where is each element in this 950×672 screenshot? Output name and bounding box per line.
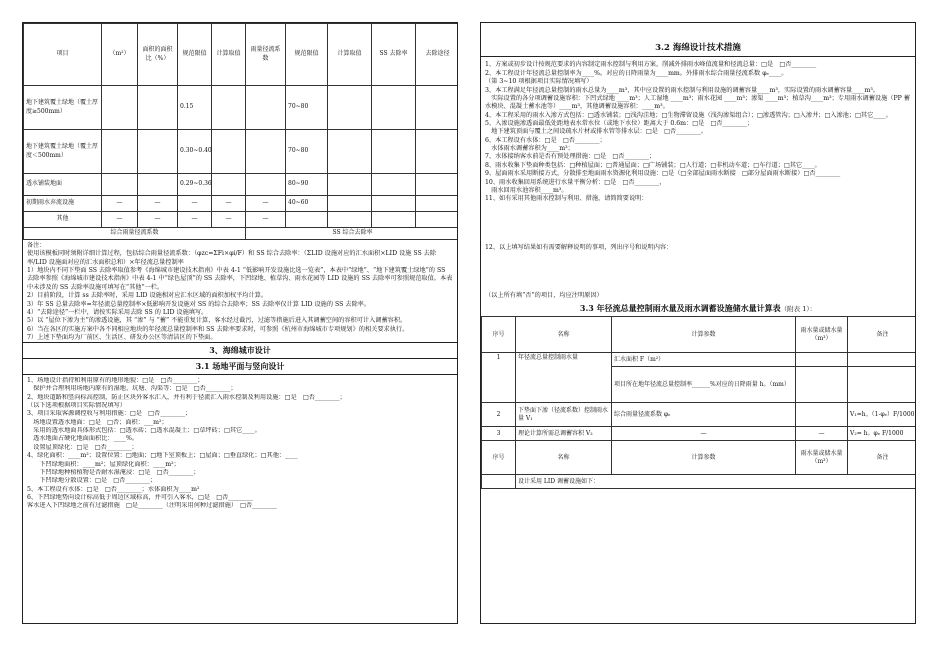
cell <box>138 86 178 130</box>
section-title: 3.2 海绵设计技术措施 <box>481 41 915 57</box>
cell: 透水铺装地面 <box>24 174 102 196</box>
table-row <box>482 427 917 441</box>
checklist-line: 下凹绿地种植植物是否耐水湿淹浸：□是 □否________； <box>27 468 200 476</box>
cell <box>212 174 246 196</box>
table-row <box>24 212 459 228</box>
cell <box>328 130 372 174</box>
cell: — <box>178 196 212 212</box>
cell: 70~80 <box>286 130 328 174</box>
cell: 80~90 <box>286 174 328 196</box>
checklist-line: 6、本工程设有水体：□是 □否________； <box>485 136 606 144</box>
cell <box>212 86 246 130</box>
footer-cell: SS 综合去除率 <box>246 228 459 240</box>
checklist-line: （第 3~10 项根据项目实际情况填写） <box>485 78 593 86</box>
checklist-line: （以下选项根据项目实际情况填写） <box>27 401 126 409</box>
cell <box>102 130 138 174</box>
volume-table-header-row <box>482 317 917 353</box>
cell: 1 <box>482 353 516 403</box>
cell: 40~60 <box>286 196 328 212</box>
col-header: 项目 <box>24 24 102 86</box>
checklist-line: 客水进入下凹绿地之前有过滤措施 □是________（注明采用何种过滤措施） □否________ <box>27 502 277 510</box>
table-caption-tag: （附表 1）： <box>780 305 817 314</box>
left-page <box>22 22 458 624</box>
cell <box>848 367 917 403</box>
checklist-line: 4、绿化面积：____m²；设置位置：□地面；□地下室顶板上；□屋面；□垂直绿化；□其他：____ <box>27 452 298 460</box>
cell: — <box>246 196 286 212</box>
checklist-line: 8、雨水收集下垫面种类包括：□种植屋面；□普通屋面；□广场铺装；□人行道；□非机动车道；□车行道；□其它____。 <box>485 161 821 169</box>
cell: 3 <box>482 427 516 441</box>
cell <box>796 403 848 427</box>
cell <box>246 86 286 130</box>
col-header: （m²） <box>102 24 138 86</box>
site-design-checklist <box>23 375 457 511</box>
col-header: 计算参数 <box>612 317 796 353</box>
checklist-line: 雨水回用水池容积____m³。 <box>485 186 568 194</box>
cell: 年径流总量控制雨水量 <box>516 353 612 403</box>
cell: 地下建筑覆土绿地（覆土厚度≥500mm） <box>24 86 102 130</box>
col-header: 序号 <box>482 441 516 475</box>
cell <box>482 475 516 489</box>
checklist-line: 4、本工程采用的雨水入渗方式包括：□透水铺装；□浅沟洼地；□生物滞留设施（浅沟渗渠组合）；□渗透管沟；□入渗井；□入渗池；□其它____。 <box>485 111 892 119</box>
volume-table-header-row-2 <box>482 441 917 475</box>
note-line: 2）目前阶段，计算 ss 去除率时，采用 LID 设施相对应汇水区域的面积加权平均计算。 <box>27 292 268 300</box>
cell <box>372 130 416 174</box>
checklist-line: 2、地块道路和竖向标高控制，防止区块外客水汇入，并有利于径流汇入雨水控制及利用设施：□是 □否________； <box>27 393 346 401</box>
checklist-line: 保护并合理利用场地内原有的湿地、坑塘、沟渠等：□是 □否________； <box>27 385 237 393</box>
col-header: SS 去除率 <box>372 24 416 86</box>
cell: 理论计算所需总调蓄容积 V₂ <box>516 427 612 441</box>
cell <box>138 130 178 174</box>
note-line: 备注： <box>27 242 46 249</box>
col-header: 名称 <box>516 441 612 475</box>
checklist-line: 下凹绿地面积：____m²；屋顶绿化面积：____m²； <box>27 460 180 468</box>
col-header: 雨量径流系数 <box>246 24 286 86</box>
cell: 0.15 <box>178 86 212 130</box>
cell: — <box>102 212 138 228</box>
cell <box>848 353 917 367</box>
cell <box>328 86 372 130</box>
checklist-line: 1、场地设计指持和利用原有的地形地貌：□是 □否________； <box>27 376 204 384</box>
cell <box>796 367 848 403</box>
checklist-line: 9、屋面雨水采用断接方式，分散排至地面雨水资源化利用设施：□是（□全部屋面雨水断接 □部分屋面雨水断接）□否________ <box>485 170 841 178</box>
ss-removal-table <box>23 23 458 240</box>
cell: V₂= h。φₑ F/1000 <box>848 427 917 441</box>
checklist-line: 3、本工程满足年径流总量控制的雨水总量为____m³，其中应设置的雨水控制与利用设施的调蓄容量____m³，实际设置的雨水调蓄容量____m³。 <box>485 86 880 94</box>
checklist-line: 2、本工程设计年径流总量控制率为____%。对应的日降雨量为____mm。外排雨水综合雨量径流系数 φₑ____。 <box>485 69 788 77</box>
cell: 0.29~0.36 <box>178 174 212 196</box>
table-row <box>24 86 459 130</box>
col-header: 序号 <box>482 317 516 353</box>
ss-table-header-row <box>24 24 459 86</box>
col-header: 雨水量或储水量（m³） <box>796 317 848 353</box>
left-page-frame <box>22 22 458 624</box>
cell <box>372 86 416 130</box>
table-notes <box>23 240 457 342</box>
cell: 初期雨水弃流设施 <box>24 196 102 212</box>
right-page <box>480 22 916 624</box>
right-page-frame <box>480 22 916 624</box>
stormwater-volume-table <box>481 316 916 489</box>
checklist-line: 3、项目采取客源调控收与利用措施：□是 □否________； <box>27 410 192 418</box>
cell: 其他 <box>24 212 102 228</box>
cell <box>416 196 459 212</box>
table-row <box>482 475 917 489</box>
cell <box>796 353 848 367</box>
cell: — <box>138 196 178 212</box>
cell: — <box>612 427 796 441</box>
cell: — <box>246 212 286 228</box>
cell: 2 <box>482 403 516 427</box>
cell: 综合雨量径流系数 φₑ <box>612 403 796 427</box>
cell: — <box>212 196 246 212</box>
note-line: 5）以 “屋位下渗为主”的渗透设施，其 “渗” 与 “蓄” 不能重复计算，客水经过截污，过滤等措施后进入其调蓄空间的容积可计入调蓄容积。 <box>27 317 407 325</box>
cell <box>328 212 372 228</box>
table-row <box>24 174 459 196</box>
checklist-line: 5、入渗设施渗透面最低处距地表水常水位（或地下水位）距离大于 0.6m：□是 □否________； <box>485 119 754 127</box>
cell <box>212 130 246 174</box>
cell: 0.30~0.40 <box>178 130 212 174</box>
checklist-line: 7、水体接纳客水前是否有预处理措施：□是 □否________； <box>485 153 656 161</box>
table-caption-title: 3.3 年径流总量控制雨水量及雨水调蓄设施储水量计算表 <box>579 303 781 314</box>
checklist-line: 5、本工程设有水体：□是 □否________；水体面积为____m² <box>27 485 200 493</box>
cell <box>328 174 372 196</box>
cell: — <box>178 212 212 228</box>
cell <box>138 174 178 196</box>
cell <box>286 212 328 228</box>
col-header: 去除途径 <box>416 24 459 86</box>
table-row <box>482 353 917 367</box>
cell: 70~80 <box>286 86 328 130</box>
note-line: 6）当在各区的实施方案中各不同相应地块的年径流总量控制率和 SS 去除率要求时，可参照《杭州市海绵城市专项规划》的相关要求执行。 <box>27 325 409 333</box>
note-line: 3）年 SS 总量去除率=年径流总量控制率×低影响开发设施对 SS 的综合去除率；SS 去除率仅计算 LID 设施的 SS 去除率。 <box>27 300 371 308</box>
note-line: 1）地块内不同下垫面 SS 去除率取值参考《海绵城市建设技术指南》中表 4-1 “低影响开发设施比选一览表”，本表中“绿地”、“地下建筑覆土绿地”的 SS 去除率参照《海绵城市建设技术指南》中表 4-1 中“绿色屋顶”的 SS 去除率，下凹绿地、植草沟、雨水花园等 LID 设施的 SS 去除率可参照规范取值。本表中未涉及的 SS 去除率设施可填写在“其他”一栏。 <box>27 267 453 291</box>
checklist-line: 10、雨水收集回用系统进行水量平衡分析：□是 □否________， <box>485 178 666 186</box>
section-title: 3、海绵城市设计 <box>23 342 457 359</box>
cell <box>416 212 459 228</box>
checklist-line: （以上所有填“否”的项目，均应注明原因） <box>485 291 603 299</box>
lid-facilities-row: 设计采用 LID 调蓄设施如下： <box>516 475 917 489</box>
footer-cell: 综合雨量径流系数 <box>24 228 246 240</box>
technical-measures-checklist <box>481 57 915 300</box>
cell <box>372 196 416 212</box>
note-line: 7）上述下垫面均为厂前区、生活区、研发办公区等清洁区的下垫面。 <box>27 333 217 341</box>
cell <box>372 174 416 196</box>
cell: — <box>138 212 178 228</box>
cell: 汇水面积 F（m²） <box>612 353 796 367</box>
checklist-line: 地下建筑顶面与覆土之间设疏水片材或排水管等排水层：□是 □否________。 <box>485 128 708 136</box>
checklist-line: 12、以上填写结果如有需要解释说明的事项，列出序号和说明内容： <box>485 243 673 251</box>
col-header: 规范限值 <box>286 24 328 86</box>
table-row <box>482 403 917 427</box>
col-header: 雨水量或储水量（m³） <box>796 441 848 475</box>
checklist-line: 水体雨水调蓄容积为____m³； <box>485 145 574 153</box>
cell: 下垫面下渗（径流系数）控制雨水量 V₁ <box>516 403 612 427</box>
col-header: 计算参数 <box>612 441 796 475</box>
cell <box>246 130 286 174</box>
col-header: 规范限值 <box>178 24 212 86</box>
cell <box>246 174 286 196</box>
col-header: 面积的面积比（%） <box>138 24 178 86</box>
checklist-line: 场地设置透水地面：□是 □否；面积：___m²； <box>27 418 168 426</box>
cell <box>416 130 459 174</box>
cell <box>416 174 459 196</box>
checklist-line: 透水地面占硬化地面面积比：____%。 <box>27 435 139 443</box>
cell <box>102 86 138 130</box>
cell <box>416 86 459 130</box>
checklist-line: 采用的透水地面具体形式包括：□透水砖；□透水混凝土；□草坪砖；□其它____。 <box>27 427 261 435</box>
table-row <box>24 196 459 212</box>
checklist-line: 实际设置的各分项调蓄设施容积：下凹式绿地 ____m³；人工湿地 ____m³；雨水花园 ____m³；渗渠 ____m³；植草沟____m³；专用雨水调蓄设施（PP 蓄水模块、混凝土蓄水池等）____m³，其他调蓄设施容积：____m³。 <box>485 94 910 111</box>
table-caption <box>481 300 915 316</box>
col-header: 备注 <box>848 441 917 475</box>
cell <box>372 212 416 228</box>
cell: — <box>212 212 246 228</box>
checklist-line: 下凹绿地分散设置：□是 □否________； <box>27 477 157 485</box>
section-title: 3.1 场地平面与竖向设计 <box>23 359 457 375</box>
col-header: 计算取值 <box>328 24 372 86</box>
col-header: 计算取值 <box>212 24 246 86</box>
cell: — <box>796 427 848 441</box>
note-line: 4）“去除途径”一栏中，请按实际采用去除 SS 的 LID 设施填写。 <box>27 308 208 316</box>
cell <box>102 174 138 196</box>
checklist-line: 11、如有采用其他雨水控制与利用、措施，请简简要说明： <box>485 195 648 203</box>
cell <box>328 196 372 212</box>
col-header: 名称 <box>516 317 612 353</box>
cell: 地下建筑覆土绿地（覆土厚度＜500mm） <box>24 130 102 174</box>
cell: — <box>102 196 138 212</box>
table-row <box>24 130 459 174</box>
note-line: 使用该模板同时须附详细计算过程，包括综合雨量径流系数：（φzc=ΣFi×φi/F）和 SS 综合去除率：（ΣLID 设施对应的汇水面积×LID 设施 SS 去除率/LID 设施面对应的汇水面积总和）×年径流总量控制率 <box>27 250 437 266</box>
ss-table-footer-row <box>24 228 459 240</box>
cell: 项目所在地年径流总量控制率______%对应的日降雨量 h。（mm） <box>612 367 796 403</box>
checklist-line: 1、方案或初步设计按规范要求的内容制定雨水控制与利用方案，削减外排雨水峰值流量和径流总量：□是 □否________ <box>485 61 817 69</box>
checklist-line: 6、下凹绿地势向设计标高低于周边区域标高，并可引入客水，□是 □否________ <box>27 493 254 501</box>
checklist-line: 设置屋顶绿化：□是 □否________； <box>27 443 138 451</box>
cell: V₁=h。（1-φₑ）F/1000 <box>848 403 917 427</box>
col-header: 备注 <box>848 317 917 353</box>
